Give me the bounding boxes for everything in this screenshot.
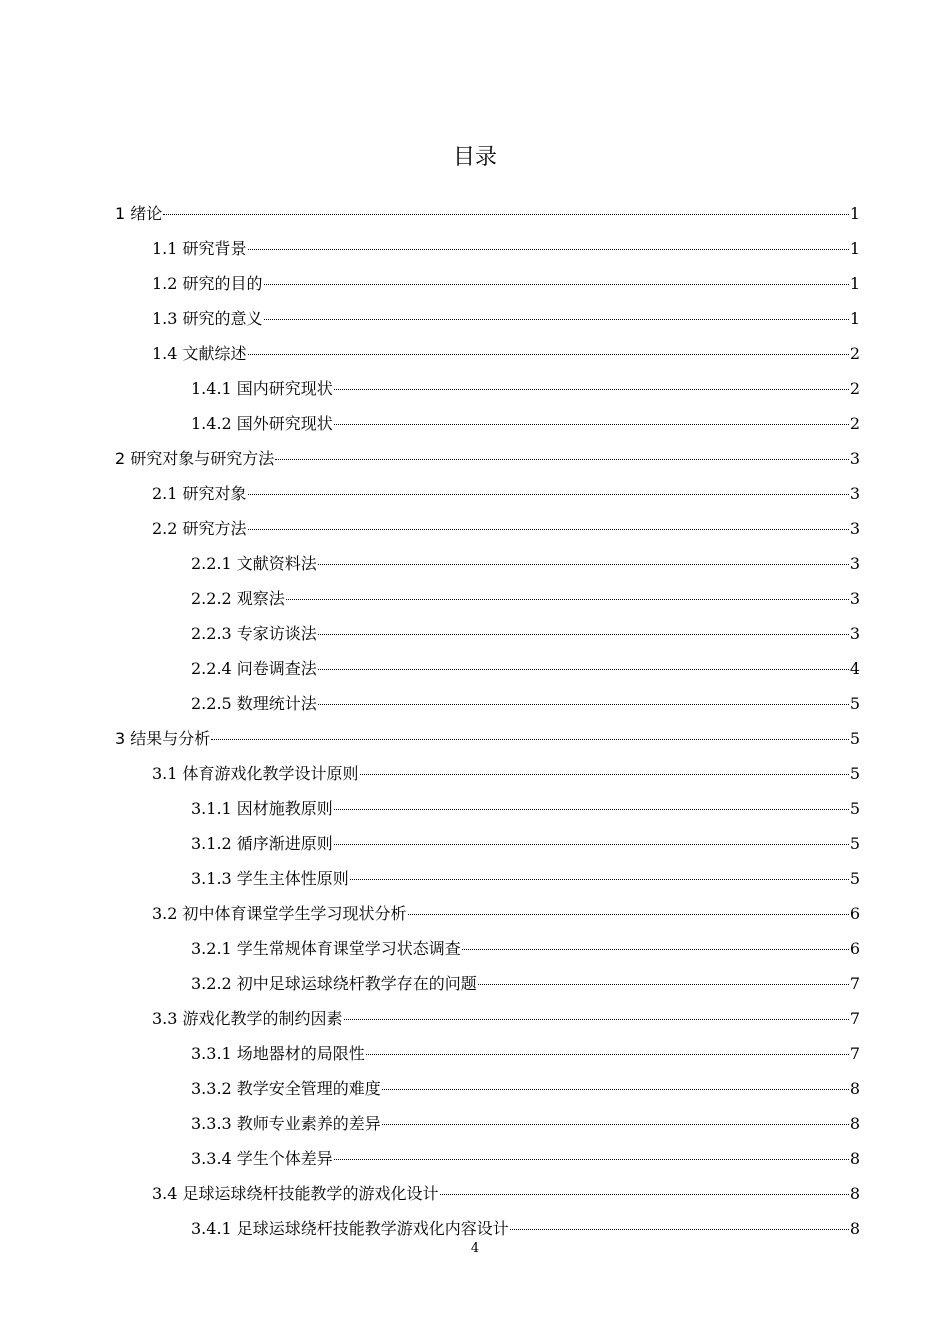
toc-entry-text: 3.2.2 初中足球运球绕杆教学存在的问题 [191, 974, 477, 993]
toc-entry-page: 1 [849, 274, 860, 293]
dot-leader [318, 704, 849, 705]
toc-entry-text: 3.4.1 足球运球绕杆技能教学游戏化内容设计 [191, 1219, 509, 1238]
toc-entry-page: 7 [849, 974, 860, 993]
toc-entry-page: 5 [849, 764, 860, 783]
toc-entry-page: 8 [849, 1079, 860, 1098]
toc-entry-text: 3.3.3 教师专业素养的差异 [191, 1114, 381, 1133]
toc-entry[interactable] [0, 687, 950, 722]
dot-leader [248, 354, 849, 355]
toc-entry-line [191, 1148, 860, 1170]
toc-entry-text: 3.1 体育游戏化教学设计原则 [152, 764, 359, 783]
toc-entry-line [191, 1218, 860, 1240]
toc-entry-text: 1.4.2 国外研究现状 [191, 414, 333, 433]
dot-leader [382, 1124, 849, 1125]
toc-entry[interactable] [0, 1177, 950, 1212]
toc-entry-page: 2 [849, 414, 860, 433]
toc-entry-page: 5 [849, 799, 860, 818]
toc-entry-text: 3.4 足球运球绕杆技能教学的游戏化设计 [152, 1184, 439, 1203]
toc-entry-line [191, 1043, 860, 1065]
toc-entry[interactable] [0, 932, 950, 967]
dot-leader [510, 1229, 849, 1230]
toc-entry-line [191, 588, 860, 610]
toc-entry[interactable] [0, 967, 950, 1002]
toc-entry[interactable] [0, 232, 950, 267]
toc-entry[interactable] [0, 477, 950, 512]
toc-entry-text: 1.1 研究背景 [152, 239, 247, 258]
dot-leader [462, 949, 849, 950]
toc-entry-page: 8 [849, 1149, 860, 1168]
toc-entry-text: 2.1 研究对象 [152, 484, 247, 503]
toc-entry-text: 3.3.4 学生个体差异 [191, 1149, 333, 1168]
toc-entry-page: 5 [849, 729, 860, 748]
dot-leader [408, 914, 849, 915]
toc-entry-line [152, 238, 860, 260]
toc-entry-line [191, 413, 860, 435]
toc-entry-line [191, 868, 860, 890]
toc-entry-text: 3.2 初中体育课堂学生学习现状分析 [152, 904, 407, 923]
toc-entry-text: 3.1.1 因材施教原则 [191, 799, 333, 818]
toc-entry-line [115, 728, 860, 750]
toc-entry-line [191, 553, 860, 575]
dot-leader [264, 284, 849, 285]
toc-entry-line [152, 903, 860, 925]
toc-entry[interactable] [0, 302, 950, 337]
toc-entry[interactable] [0, 792, 950, 827]
toc-entry[interactable] [0, 897, 950, 932]
toc-entry-line [115, 203, 860, 225]
dot-leader [334, 389, 849, 390]
toc-entry-text: 3.2.1 学生常规体育课堂学习状态调查 [191, 939, 461, 958]
toc-entry[interactable] [0, 337, 950, 372]
toc-entry-line [152, 1008, 860, 1030]
toc-entry-page: 6 [849, 939, 860, 958]
toc-entry-line [191, 798, 860, 820]
toc-entry-page: 3 [849, 554, 860, 573]
toc-entry-text: 1.3 研究的意义 [152, 309, 263, 328]
toc-entry[interactable] [0, 1072, 950, 1107]
dot-leader [286, 599, 849, 600]
toc-entry-text: 3.3.1 场地器材的局限性 [191, 1044, 365, 1063]
toc-entry[interactable] [0, 267, 950, 302]
toc-entry-text: 1.4 文献综述 [152, 344, 247, 363]
toc-entry[interactable] [0, 442, 950, 477]
toc-entry-text: 2.2.4 问卷调查法 [191, 659, 317, 678]
toc-entry-line [152, 518, 860, 540]
dot-leader [248, 494, 849, 495]
toc-entry-line [191, 693, 860, 715]
toc-entry-page: 8 [849, 1114, 860, 1133]
toc-entry-text: 1.2 研究的目的 [152, 274, 263, 293]
toc-entry[interactable] [0, 722, 950, 757]
dot-leader [248, 249, 849, 250]
dot-leader [211, 739, 849, 740]
toc-entry-page: 1 [849, 204, 860, 223]
toc-entry[interactable] [0, 757, 950, 792]
toc-entry-text: 2.2 研究方法 [152, 519, 247, 538]
dot-leader [318, 564, 849, 565]
toc-entry-page: 6 [849, 904, 860, 923]
toc-entry[interactable] [0, 1037, 950, 1072]
toc-entry-text: 3.3.2 教学安全管理的难度 [191, 1079, 381, 1098]
toc-entry-line [152, 308, 860, 330]
toc-entry-line [191, 833, 860, 855]
toc-entry[interactable] [0, 652, 950, 687]
toc-entry-line [152, 763, 860, 785]
dot-leader [334, 809, 849, 810]
toc-entry[interactable] [0, 582, 950, 617]
toc-entry[interactable] [0, 862, 950, 897]
dot-leader [318, 669, 849, 670]
dot-leader [248, 529, 849, 530]
dot-leader [366, 1054, 849, 1055]
dot-leader [163, 214, 849, 215]
dot-leader [360, 774, 849, 775]
dot-leader [334, 1159, 849, 1160]
toc-entry-text: 2.2.1 文献资料法 [191, 554, 317, 573]
toc-entry-text: 3.3 游戏化教学的制约因素 [152, 1009, 343, 1028]
toc-entry-page: 4 [849, 659, 860, 678]
toc-entry-line [191, 973, 860, 995]
toc-entry-text: 3 结果与分析 [115, 729, 211, 748]
dot-leader [275, 459, 849, 460]
toc-entry-text: 3.1.3 学生主体性原则 [191, 869, 349, 888]
page-number: 4 [470, 1241, 480, 1256]
toc-entry[interactable] [0, 197, 950, 232]
toc-entry-page: 8 [849, 1219, 860, 1238]
toc-entry-page: 8 [849, 1184, 860, 1203]
toc-entry-line [152, 343, 860, 365]
toc-entry-line [191, 1113, 860, 1135]
toc-entry-line [115, 448, 860, 470]
toc-entry-line [191, 378, 860, 400]
toc-entry[interactable] [0, 1142, 950, 1177]
toc-entry-line [191, 623, 860, 645]
toc-entry-page: 3 [849, 484, 860, 503]
toc-entry-text: 2.2.2 观察法 [191, 589, 285, 608]
toc-entry-line [191, 658, 860, 680]
toc-entry[interactable] [0, 407, 950, 442]
toc-entry[interactable] [0, 1107, 950, 1142]
toc-entry-text: 2 研究对象与研究方法 [115, 449, 275, 468]
toc-entry-page: 1 [849, 309, 860, 328]
toc-title: 目录 [452, 145, 497, 170]
toc-entry-line [152, 273, 860, 295]
toc-entry[interactable] [0, 512, 950, 547]
toc-entry-page: 5 [849, 694, 860, 713]
toc-entry-page: 1 [849, 239, 860, 258]
toc-entry-page: 5 [849, 869, 860, 888]
dot-leader [440, 1194, 849, 1195]
toc-entry-page: 7 [849, 1009, 860, 1028]
toc-entry-page: 3 [849, 589, 860, 608]
dot-leader [334, 424, 849, 425]
toc-entry-text: 1 绪论 [115, 204, 163, 223]
toc-entry-line [191, 938, 860, 960]
dot-leader [344, 1019, 849, 1020]
toc-entry[interactable] [0, 1002, 950, 1037]
dot-leader [350, 879, 849, 880]
toc-entry-line [191, 1078, 860, 1100]
toc-entry-page: 2 [849, 344, 860, 363]
dot-leader [318, 634, 849, 635]
toc-entry-page: 3 [849, 449, 860, 468]
toc-entry-text: 2.2.3 专家访谈法 [191, 624, 317, 643]
toc-entry-page: 2 [849, 379, 860, 398]
toc-entry[interactable] [0, 827, 950, 862]
toc-entry-line [152, 1183, 860, 1205]
dot-leader [382, 1089, 849, 1090]
toc-entry[interactable] [0, 617, 950, 652]
dot-leader [334, 844, 849, 845]
toc-entry-line [152, 483, 860, 505]
toc-entry-page: 3 [849, 519, 860, 538]
toc-entry-text: 3.1.2 循序渐进原则 [191, 834, 333, 853]
toc-entry-page: 7 [849, 1044, 860, 1063]
toc-entry[interactable] [0, 547, 950, 582]
dot-leader [478, 984, 849, 985]
toc-entry-text: 2.2.5 数理统计法 [191, 694, 317, 713]
toc-entry-page: 5 [849, 834, 860, 853]
toc-entry-page: 3 [849, 624, 860, 643]
toc-entry[interactable] [0, 372, 950, 407]
toc-entry-text: 1.4.1 国内研究现状 [191, 379, 333, 398]
dot-leader [264, 319, 849, 320]
